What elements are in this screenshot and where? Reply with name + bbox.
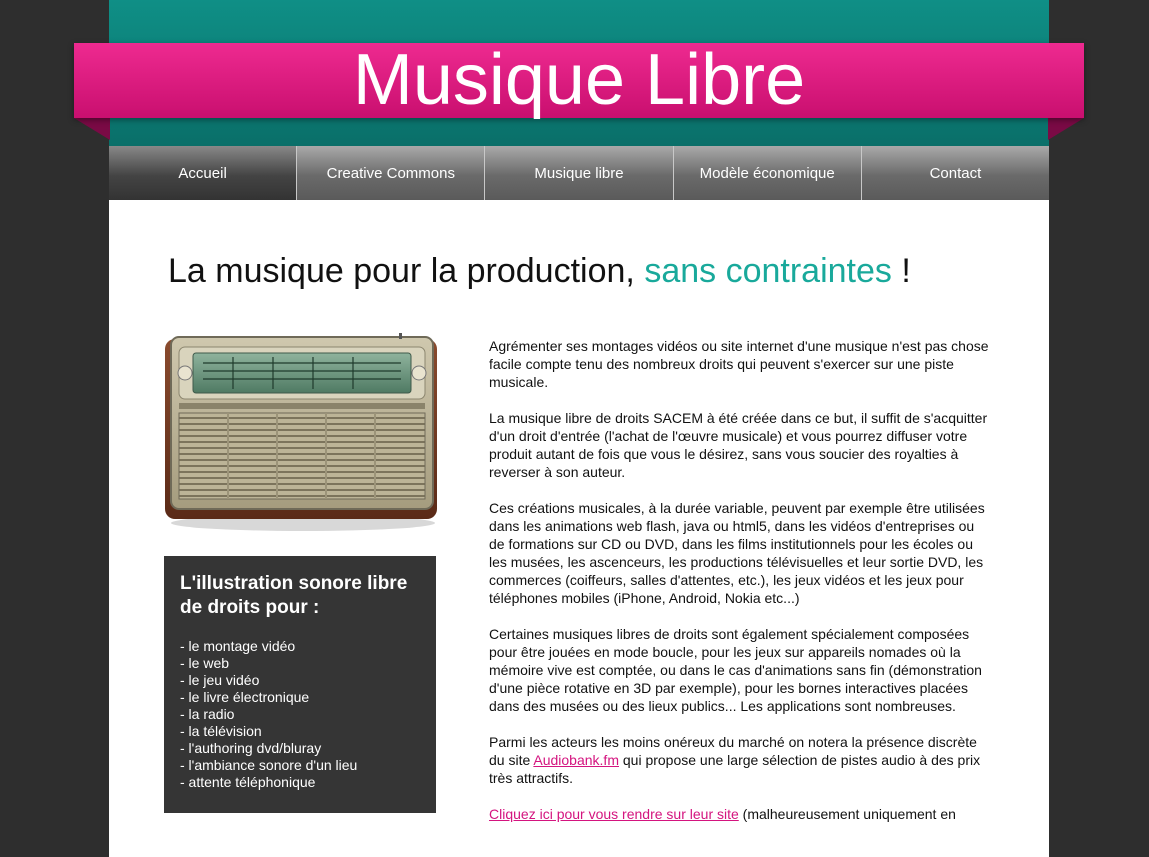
uses-box (164, 556, 436, 813)
list-item: - le web (180, 655, 230, 671)
nav-item-contact[interactable]: Contact (862, 146, 1049, 200)
vintage-radio-icon (163, 333, 439, 533)
paragraph-sacem: La musique libre de droits SACEM à été créée dans ce but, il suffit de s'acquitter d'un droit d'entrée (l'achat de l'œuvre musicale) et vous pourrez diffuser votre produit autant de fois que vous le désirez, sans vous soucier des royalties à reverser à son auteur. (489, 410, 988, 480)
uses-list (180, 638, 420, 791)
page-headline (168, 252, 911, 291)
ribbon-fold-left (74, 118, 110, 140)
paragraph-visit (489, 805, 989, 823)
uses-box-title: L'illustration sonore libre de droits pour : (180, 573, 408, 618)
list-item: - le montage vidéo (180, 638, 296, 654)
nav-item-modele-economique[interactable]: Modèle économique (674, 146, 862, 200)
list-item: - l'ambiance sonore d'un lieu (180, 757, 358, 773)
site-title: Musique Libre (352, 40, 806, 120)
paragraph-intro: Agrémenter ses montages vidéos ou site internet d'une musique n'est pas chose facile compte tenu des nombreux droits qui peuvent s'exercer sur une piste musicale. (489, 338, 989, 390)
paragraph-text: (malheureusement uniquement en (738, 806, 956, 822)
paragraph-text: Parmi les acteurs les moins onéreux du marché on notera la présence discrète du site (489, 734, 977, 768)
paragraph-uses: Ces créations musicales, à la durée variable, peuvent par exemple être utilisées dans les animations web flash, java ou html5, dans les vidéos d'entreprises ou de formations sur CD ou DVD, dans les films institutionnels pour les écoles ou les musées, les ascenceurs, les productions télévisuelles et leur sortie DVD, les commerces (coiffeurs, salles d'attentes, etc.), les jeux vidéos et les jeux pour téléphones mobiles (iPhone, Android, Nokia etc...) (489, 500, 985, 606)
nav-item-musique-libre[interactable]: Musique libre (485, 146, 673, 200)
audiobank-link[interactable]: Audiobank.fm (533, 752, 619, 768)
visit-site-link[interactable]: Cliquez ici pour vous rendre sur leur site (489, 806, 739, 822)
paragraph-text: qui propose une large sélection de pistes audio à des prix très attractifs. (489, 752, 981, 786)
list-item: - le jeu vidéo (180, 672, 260, 688)
nav-item-creative-commons[interactable]: Creative Commons (297, 146, 485, 200)
main-content (489, 337, 989, 841)
title-ribbon (74, 40, 1084, 120)
main-nav (109, 146, 1049, 200)
vintage-radio-illustration (163, 333, 439, 533)
ribbon-fold-right (1048, 118, 1084, 140)
list-item: - la radio (180, 706, 235, 722)
headline-accent: sans contraintes (644, 252, 892, 290)
list-item: - la télévision (180, 723, 262, 739)
paragraph-loops: Certaines musiques libres de droits sont également spécialement composées pour être jouées en mode boucle, pour les jeux sur appareils nomades où la mémoire vive est comptée, ou dans le cas d'animations sans fin (démonstration d'une pièce rotative en 3D par exemple), pour les bornes interactives placées dans des musées ou des lieux publics... Les applications sont nombreuses. (489, 626, 982, 714)
list-item: - le livre électronique (180, 689, 310, 705)
paragraph-audiobank (489, 733, 989, 787)
headline-end: ! (891, 252, 911, 290)
nav-item-accueil[interactable]: Accueil (109, 146, 297, 200)
list-item: - attente téléphonique (180, 774, 316, 790)
list-item: - l'authoring dvd/bluray (180, 740, 322, 756)
headline-main: La musique pour la production, (168, 252, 645, 290)
